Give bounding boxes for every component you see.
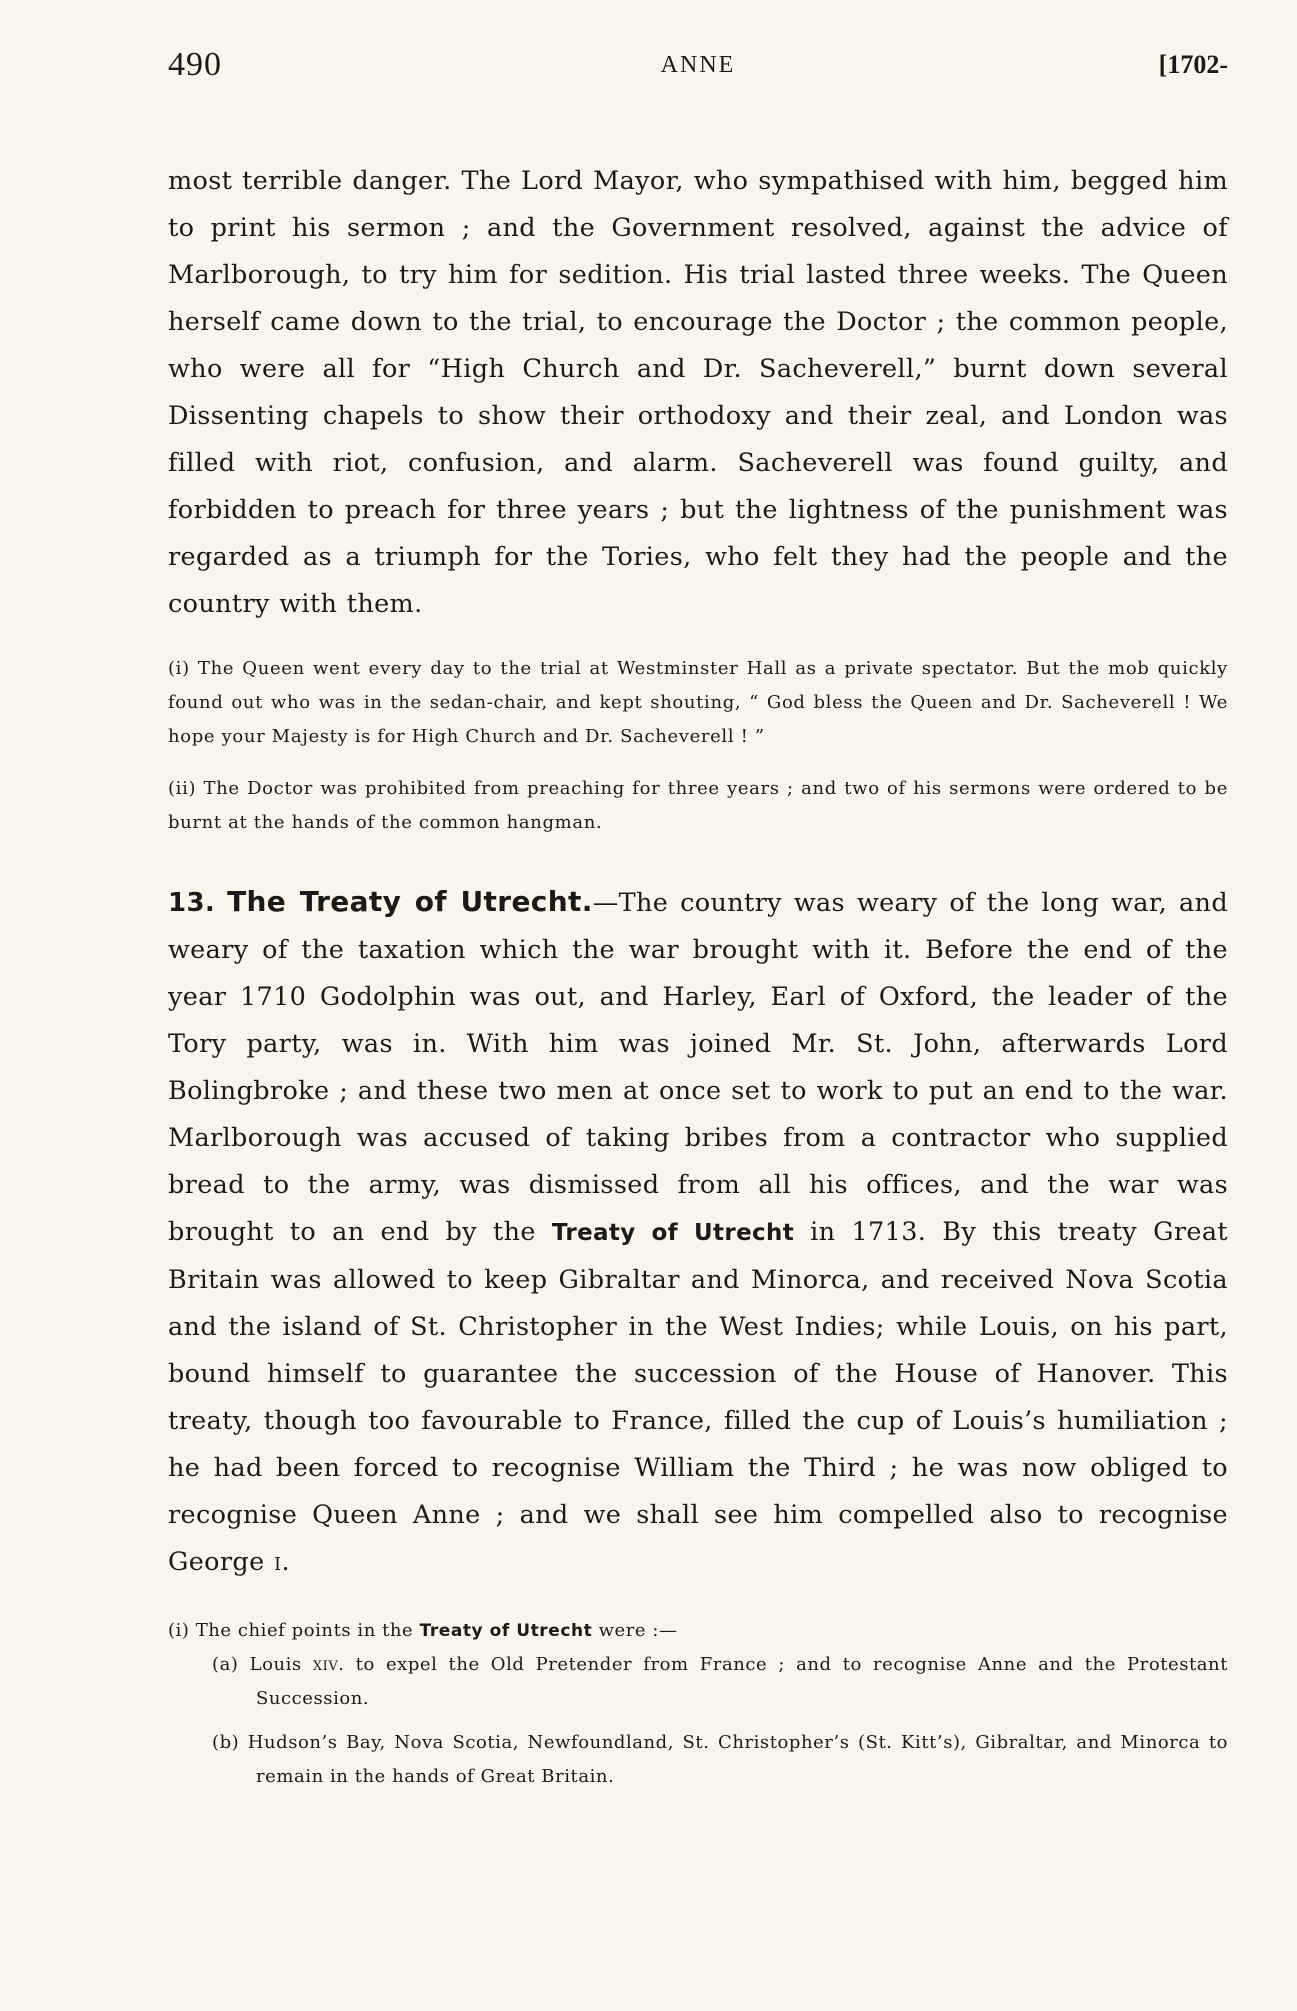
points-intro-start: (i) The chief points in the — [168, 1620, 414, 1641]
paragraph-continuation: most terrible danger. The Lord Mayor, who sympathised with him, begged him to print his sermon ; and the Government resolved, against the advice of Marlborough, to try him for sedition. His trial lasted three weeks. The Queen herself came down to the trial, to encourage the Doctor ; the common people, who were all for “High Church and Dr. Sacheverell,” burnt down several Dissenting chapels to show their orthodoxy and their zeal, and London was filled with riot, confusion, and alarm. Sacheverell was found guilty, and forbidden to preach for three years ; but the lightness of the punishment was regarded as a triumph for the Tories, who felt they had the people and the country with them. — [168, 166, 1228, 619]
section-title: The Treaty of Utrecht. — [227, 885, 593, 918]
treaty-inline-bold: Treaty of Utrecht — [551, 1220, 795, 1246]
points-intro-bold: Treaty of Utrecht — [419, 1621, 593, 1641]
section-13-paragraph — [168, 878, 1228, 1586]
point-a-roman: xiv. — [312, 1654, 345, 1675]
treaty-point-a — [168, 1648, 1228, 1716]
footnote-ii: (ii) The Doctor was prohibited from preaching for three years ; and two of his sermons were ordered to be burnt at the hands of the common hangman. — [168, 778, 1228, 833]
treaty-point-b — [168, 1726, 1228, 1794]
section-number: 13. — [168, 888, 216, 918]
point-b-text: Hudson’s Bay, Nova Scotia, Newfoundland, St. Christopher’s (St. Kitt’s), Gibraltar, and Minorca to remain in the hands of Great Britain. — [247, 1732, 1229, 1787]
point-a-start: Louis — [249, 1654, 302, 1675]
running-title: ANNE — [660, 52, 736, 78]
book-page — [168, 42, 1228, 1794]
page-number: 490 — [168, 46, 222, 83]
treaty-points-intro — [168, 1614, 1228, 1648]
section-opening-text: —The country was weary of the long war, and weary of the taxation which the war brought with it. Before the end of the year 1710 Godolphin was out, and Harley, Earl of Oxford, the leader of the Tory party, was in. With him was joined Mr. St. John, afterwards Lord Bolingbroke ; and these two men at once set to work to put an end to the war. Marlborough was accused of taking bribes from a contractor who supplied bread to the army, was dismissed from all his offices, and the war was brought to an end by the — [168, 888, 1228, 1247]
running-head — [168, 42, 1228, 86]
running-year-marker: [1702- — [1158, 50, 1228, 79]
points-intro-end: were :— — [598, 1620, 678, 1641]
footnote-i: (i) The Queen went every day to the trial at Westminster Hall as a private spectator. But the mob quickly found out who was in the sedan-chair, and kept shouting, “ God bless the Queen and Dr. Sacheverell ! We hope your Majesty is for High Church and Dr. Sacheverell ! ” — [168, 658, 1228, 747]
point-a-end: to expel the Old Pretender from France ; and to recognise Anne and the Protestant Succession. — [256, 1654, 1228, 1709]
section-ending: i. — [274, 1547, 290, 1577]
section-continuation-text: in 1713. By this treaty Great Britain was allowed to keep Gibraltar and Minorca, and received Nova Scotia and the island of St. Christopher in the West Indies; while Louis, on his part, bound himself to guarantee the succession of the House of Hanover. This treaty, though too favourable to France, filled the cup of Louis’s humiliation ; he had been forced to recognise William the Third ; he was now obliged to recognise Queen Anne ; and we shall see him compelled also to recognise George — [168, 1217, 1228, 1577]
point-b-label: (b) — [212, 1732, 240, 1753]
point-a-label: (a) — [212, 1654, 239, 1675]
